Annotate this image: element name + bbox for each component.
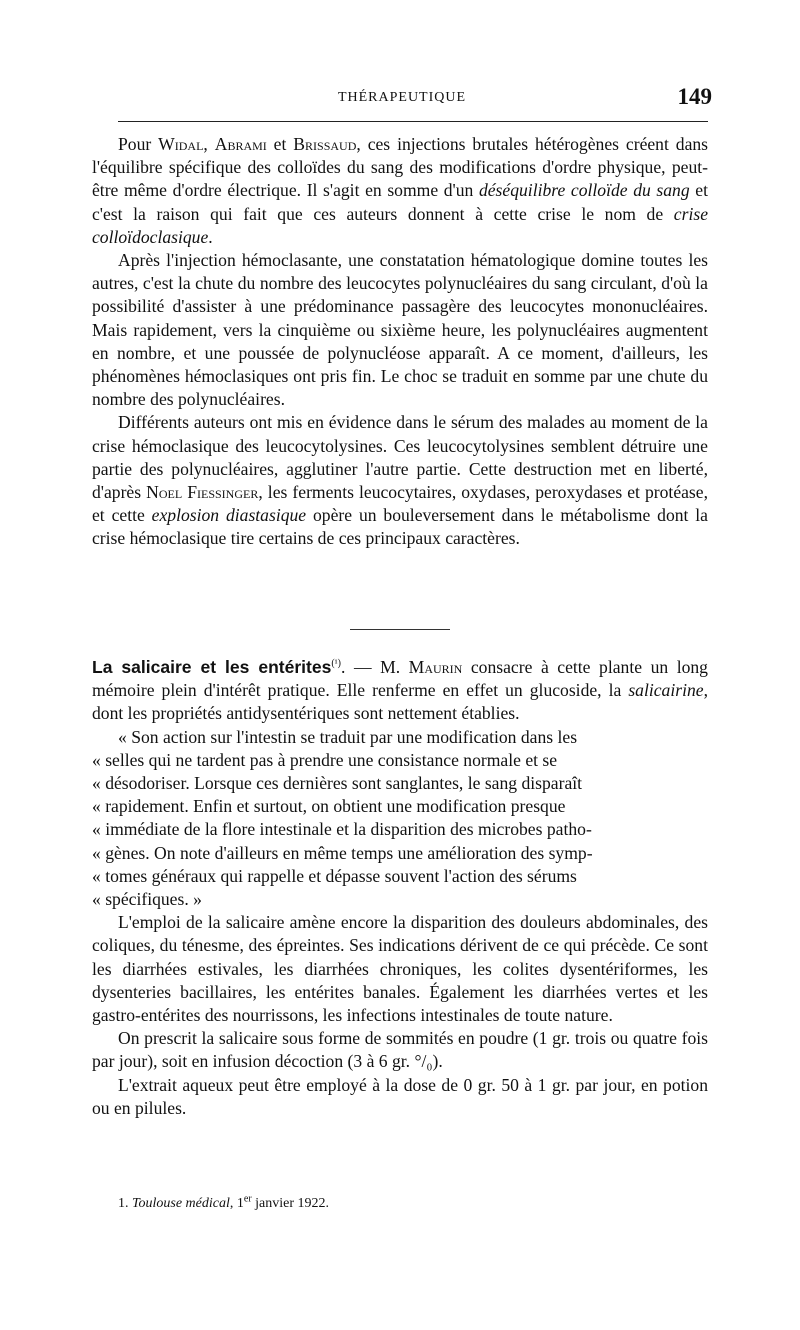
paragraph: Pour Widal, Abrami et Brissaud, ces injections brutales hétérogènes créent dans l'équilibre spécifique des colloïdes du sang des modifications d'ordre physique, peut-être même d'ordre électrique. Il s'agit en somme d'un déséquilibre colloïde du sang et c'est la raison qui fait que ces auteurs donnent à cette crise le nom de crise colloïdoclasique. bbox=[92, 134, 709, 247]
author-name: Maurin bbox=[408, 657, 463, 677]
footnote: 1. Toulouse médical, 1er janvier 1922. bbox=[118, 1193, 330, 1211]
author-name: Widal bbox=[158, 134, 204, 154]
journal-title: Toulouse médical bbox=[132, 1196, 230, 1211]
section-salicaire bbox=[92, 656, 708, 1120]
footnote-ref: (¹) bbox=[331, 658, 342, 670]
quote-line: « spécifiques. » bbox=[92, 889, 202, 910]
paragraph: Différents auteurs ont mis en évidence dans le sérum des malades au moment de la crise hémoclasique des leucocytolysines. Ces leucocytolysines semblent détruire une partie des polynucléaires, agglutiner l'autre partie. Cette destruction met en liberté, d'après Noel Fiessinger, les ferments leucocytaires, oxydases, peroxydases et protéase, et cette explosion diastasique opère un bouleversement dans le métabolisme dont la crise hémoclasique tire certains de ces principaux caractères. bbox=[92, 412, 708, 549]
italic-term: salicairine bbox=[628, 680, 704, 701]
quote-line: « immédiate de la flore intestinale et la disparition des microbes patho- bbox=[92, 819, 592, 840]
paragraph: L'emploi de la salicaire amène encore la disparition des douleurs abdominales, des coliques, du ténesme, des épreintes. Ses indications dérivent de ce qui précède. Ce sont les diarrhées estivales, les diarrhées chroniques, les colites dysentériformes, les dysenteries bacillaires, les entérites banales. Également les diarrhées vertes et les gastro-entérites des nourrissons, les infections intestinales de toute nature. bbox=[92, 912, 708, 1026]
quote-line: « gènes. On note d'ailleurs en même temps une amélioration des symp- bbox=[92, 842, 593, 863]
section-heading: La salicaire et les entérites bbox=[92, 657, 332, 677]
running-header bbox=[92, 84, 712, 114]
paragraph: On prescrit la salicaire sous forme de sommités en poudre (1 gr. trois ou quatre fois par jour), soit en infusion décoction (3 à 6 gr. °/₀). bbox=[92, 1028, 708, 1072]
paragraph: L'extrait aqueux peut être employé à la dose de 0 gr. 50 à 1 gr. par jour, en potion ou en pilules. bbox=[92, 1074, 708, 1118]
paragraph: Après l'injection hémoclasante, une constatation hématologique domine toutes les autres, c'est la chute du nombre des leucocytes polynucléaires du sang circulant, d'où la possibilité d'assister à une prédominance passagère des leucocytes mononucléaires. Mais rapidement, vers la cinquième ou sixième heure, les polynucléaires augmentent en nombre, et une poussée de polynucléose apparaît. A ce moment, d'ailleurs, les phénomènes hémoclasiques ont pris fin. Le choc se traduit en somme par une chute du nombre des polynucléaires. bbox=[92, 250, 708, 410]
author-name: Abrami bbox=[214, 134, 267, 154]
section-separator bbox=[350, 629, 450, 630]
quote-line: « selles qui ne tardent pas à prendre une consistance normale et se bbox=[92, 749, 558, 770]
quote-line: « Son action sur l'intestin se traduit par une modification dans les bbox=[118, 726, 578, 747]
author-name: Brissaud bbox=[293, 134, 357, 154]
italic-term: explosion diastasique bbox=[151, 505, 307, 526]
page-number: 149 bbox=[677, 84, 712, 109]
italic-term: déséquilibre colloïde du sang bbox=[478, 180, 690, 201]
author-name: Noel Fiessinger bbox=[146, 482, 259, 503]
quote-line: « désodoriser. Lorsque ces dernières sont sanglantes, le sang disparaît bbox=[92, 773, 583, 794]
quote-line: « tomes généraux qui rappelle et dépasse souvent l'action des sérums bbox=[92, 865, 577, 886]
quote-line: « rapidement. Enfin et surtout, on obtient une modification presque bbox=[92, 796, 566, 817]
running-title: THÉRAPEUTIQUE bbox=[337, 90, 467, 105]
paragraph: La salicaire et les entérites$^{(^1)}$. — M. Maurin consacre à cette plante un long mémoire plein d'intérêt pratique. Elle renferme en effet un glucoside, la salicairine, dont les propriétés antidysentériques sont nettement établies. bbox=[92, 657, 708, 724]
section-hemoclasie bbox=[92, 133, 708, 551]
italic-term: crise colloïdoclasique bbox=[92, 203, 708, 247]
header-rule bbox=[118, 121, 708, 122]
